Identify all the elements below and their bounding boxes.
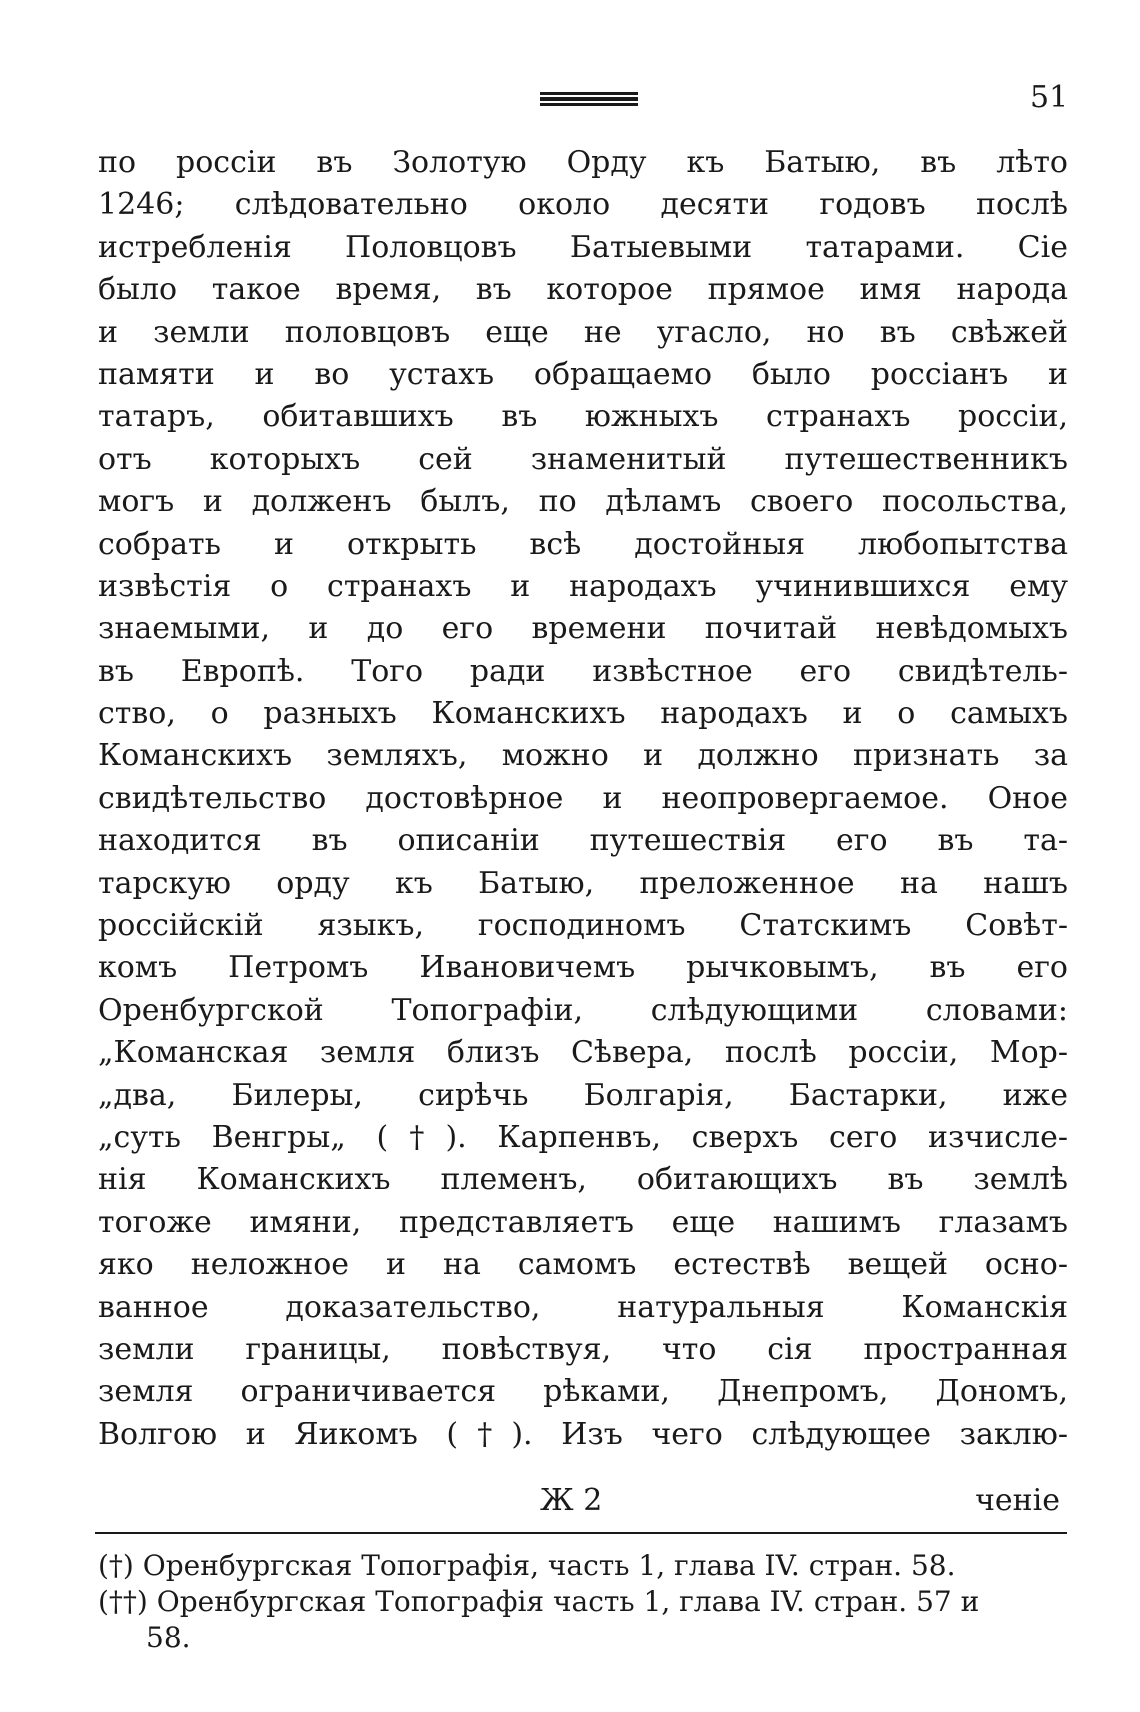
text-line: „два, Билеры, сирѣчь Болгарія, Бастарки, иже xyxy=(98,1077,1068,1113)
text-line: въ Европѣ. Того ради извѣстное его свидѣтель- xyxy=(98,653,1068,689)
text-line: знаемыми, и до его времени почитай невѣдомыхъ xyxy=(98,611,1068,647)
text-line: „Команская земля близъ Сѣвера, послѣ россіи, Мор- xyxy=(98,1035,1068,1071)
text-line: Оренбургской Топографіи, слѣдующими словами: xyxy=(98,992,1068,1028)
text-line: памяти и во устахъ обращаемо было россіанъ и xyxy=(98,356,1068,392)
text-line: тарскую орду къ Батыю, преложенное на нашъ xyxy=(98,865,1068,901)
footnote-line: 58. xyxy=(146,1621,191,1654)
footnote-line: (†) Оренбургская Топографія, часть 1, глава IV. стран. 58. xyxy=(98,1549,956,1582)
text-line: находится въ описаніи путешествія его въ та- xyxy=(98,823,1068,859)
text-line: „суть Венгры„ (†). Карпенвъ, сверхъ сего изчисле- xyxy=(98,1119,1068,1155)
text-line: и земли половцовъ еще не угасло, но въ свѣжей xyxy=(98,314,1068,350)
text-line: могъ и долженъ былъ, по дѣламъ своего посольства, xyxy=(98,484,1068,520)
text-line: ванное доказательство, натуральныя Команскія xyxy=(98,1289,1068,1325)
text-line: земли границы, повѣствуя, что сія пространная xyxy=(98,1331,1068,1367)
signature-mark: Ж 2 xyxy=(540,1483,603,1518)
text-line: ство, о разныхъ Команскихъ народахъ и о самыхъ xyxy=(98,696,1068,732)
text-line: земля ограничивается рѣками, Днепромъ, Дономъ, xyxy=(98,1374,1068,1410)
page-number: 51 xyxy=(1030,80,1069,115)
text-line: комъ Петромъ Ивановичемъ рычковымъ, въ его xyxy=(98,950,1068,986)
text-line: свидѣтельство достовѣрное и неопровергаемое. Оное xyxy=(98,780,1068,816)
text-line: было такое время, въ которое прямое имя народа xyxy=(98,272,1068,308)
body-text xyxy=(98,142,1068,1456)
catchword: ченіе xyxy=(975,1483,1060,1518)
footnotes xyxy=(98,1548,1070,1656)
text-line: Команскихъ земляхъ, можно и должно признать за xyxy=(98,738,1068,774)
text-line: отъ которыхъ сей знаменитый путешественникъ xyxy=(98,441,1068,477)
text-line: по россіи въ Золотую Орду къ Батыю, въ лѣто xyxy=(98,145,1068,180)
text-line: собрать и открыть всѣ достойныя любопытства xyxy=(98,526,1068,562)
text-line: татаръ, обитавшихъ въ южныхъ странахъ россіи, xyxy=(98,399,1068,435)
text-line: тогоже имяни, представляетъ еще нашимъ глазамъ xyxy=(98,1204,1068,1240)
footnote-divider xyxy=(95,1532,1067,1534)
text-line: яко неложное и на самомъ естествѣ вещей осно- xyxy=(98,1247,1068,1283)
text-line: нія Команскихъ племенъ, обитающихъ въ землѣ xyxy=(98,1162,1068,1198)
footnote-line: (††) Оренбургская Топографія часть 1, глава IV. стран. 57 и xyxy=(98,1585,980,1618)
text-line: россійскій языкъ, господиномъ Статскимъ Совѣт- xyxy=(98,908,1068,944)
text-line: Волгою и Яикомъ (†). Изъ чего слѣдующее заклю- xyxy=(98,1416,1068,1452)
text-line: 1246; слѣдовательно около десяти годовъ послѣ xyxy=(98,187,1068,223)
text-line: истребленія Половцовъ Батыевыми татарами. Сіе xyxy=(98,229,1068,265)
text-line: извѣстія о странахъ и народахъ учинившихся ему xyxy=(98,568,1068,604)
header-ornament-rule xyxy=(540,92,638,106)
